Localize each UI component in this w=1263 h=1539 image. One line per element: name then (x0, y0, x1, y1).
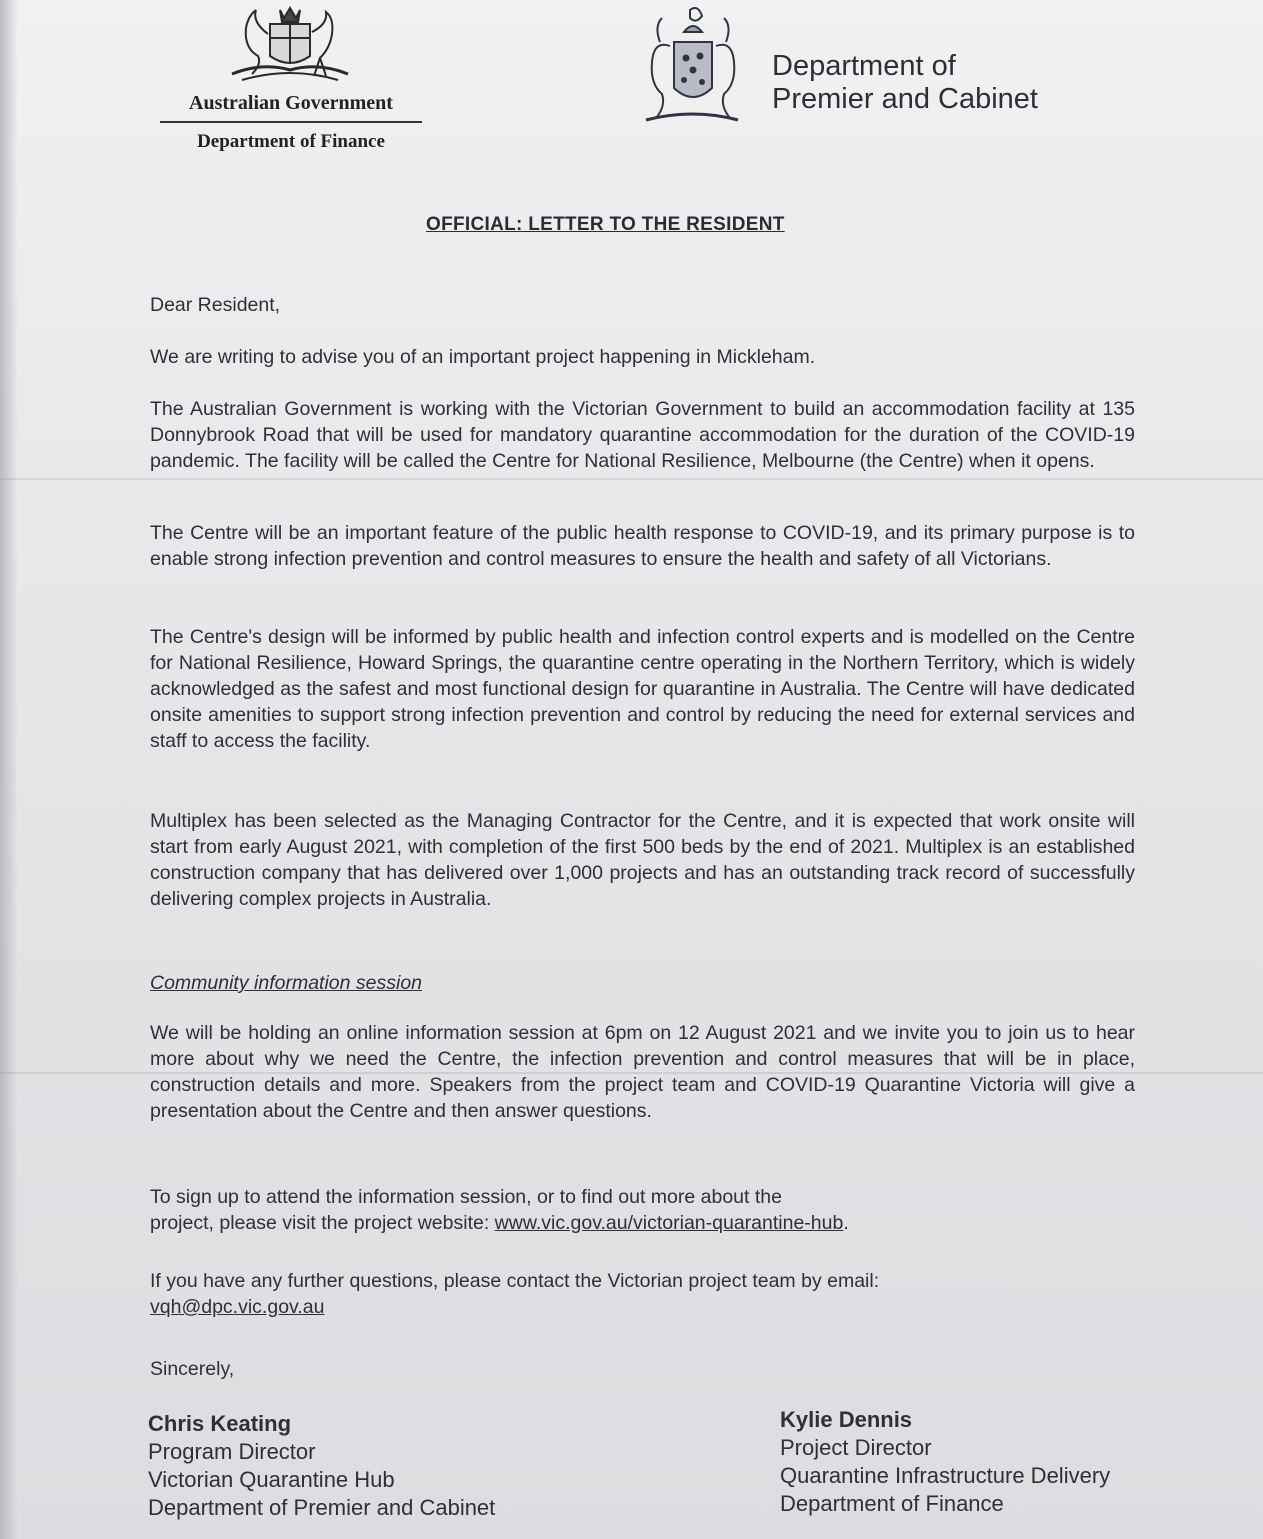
signup-line-1: To sign up to attend the information session, or to find out more about the (150, 1186, 782, 1208)
signatory-name: Kylie Dennis (780, 1407, 913, 1432)
signatory-role: Program Director (148, 1439, 316, 1464)
project-website-link[interactable]: www.vic.gov.au/victorian-quarantine-hub (494, 1212, 844, 1234)
signature-block-left (148, 1410, 495, 1522)
signup-prefix: project, please visit the project website: (150, 1212, 495, 1234)
commonwealth-coat-of-arms-icon (222, 4, 358, 90)
signatory-unit: Quarantine Infrastructure Delivery (780, 1463, 1111, 1488)
paragraph-purpose: The Centre will be an important feature of the public health response to COVID-19, and its primary purpose is to enable strong infection prevention and control measures to ensure the health and safety of all Victorians. (150, 522, 1135, 570)
signatory-dept: Department of Finance (780, 1491, 1004, 1516)
australian-government-logo (160, 92, 422, 153)
paragraph-facility: The Australian Government is working with the Victorian Government to build an accommodation facility at 135 Donnybrook Road that will be used for mandatory quarantine accommodation for the duration of the COVID-19 pandemic. The facility will be called the Centre for National Resilience, Melbourne (the Centre) when it opens. (150, 398, 1135, 472)
salutation: Dear Resident, (150, 294, 281, 316)
signature-block-right (780, 1406, 1110, 1518)
paragraph-contractor: Multiplex has been selected as the Managing Contractor for the Centre, and it is expected that work onsite will start from early August 2021, with completion of the first 500 beds by the end of 2021. Multiplex is an established construction company that has delivered over 1,000 projects and has an outstanding track record of successfully delivering complex projects in Australia. (150, 810, 1135, 910)
paragraph-design: The Centre's design will be informed by public health and infection control experts and is modelled on the Centre for National Resilience, Howard Springs, the quarantine centre operating in the Northern Territory, which is widely acknowledged as the safest and most functional design for quarantine in Australia. The Centre will have dedicated onsite amenities to support strong infection prevention and control by reducing the need for external services and staff to access the facility. (150, 626, 1135, 752)
contact-text: If you have any further questions, please contact the Victorian project team by email: (150, 1270, 880, 1292)
paragraph-signup (150, 1184, 1135, 1236)
contact-email-link[interactable]: vqh@dpc.vic.gov.au (150, 1296, 325, 1318)
paragraph-session: We will be holding an online information session at 6pm on 12 August 2021 and we invite you to join us to hear more about why we need the Centre, the infection prevention and control measures that will be in place, construction details and more. Speakers from the project team and COVID-19 Quarantine Victoria will give a presentation about the Centre and then answer questions. (150, 1022, 1135, 1122)
signatory-dept: Department of Premier and Cabinet (148, 1495, 496, 1520)
signatory-name: Chris Keating (148, 1411, 292, 1436)
paper-fold-line (0, 478, 1263, 480)
victoria-coat-of-arms-icon (640, 2, 744, 128)
signatory-unit: Victorian Quarantine Hub (148, 1467, 395, 1492)
closing: Sincerely, (150, 1358, 235, 1380)
paragraph-contact (150, 1268, 1135, 1320)
letter-title: OFFICIAL: LETTER TO THE RESIDENT (426, 214, 785, 235)
page-shadow-edge (0, 0, 18, 1539)
org-department: Department of Finance (197, 131, 385, 152)
signup-suffix: . (843, 1212, 849, 1234)
signatory-role: Project Director (780, 1435, 932, 1460)
org-name: Australian Government (160, 92, 422, 123)
signup-line-2 (150, 1210, 1135, 1236)
premier-and-cabinet-logo-text: Department of Premier and Cabinet (772, 50, 1038, 115)
section-heading: Community information session (150, 972, 423, 994)
paragraph-intro: We are writing to advise you of an important project happening in Mickleham. (150, 346, 816, 368)
